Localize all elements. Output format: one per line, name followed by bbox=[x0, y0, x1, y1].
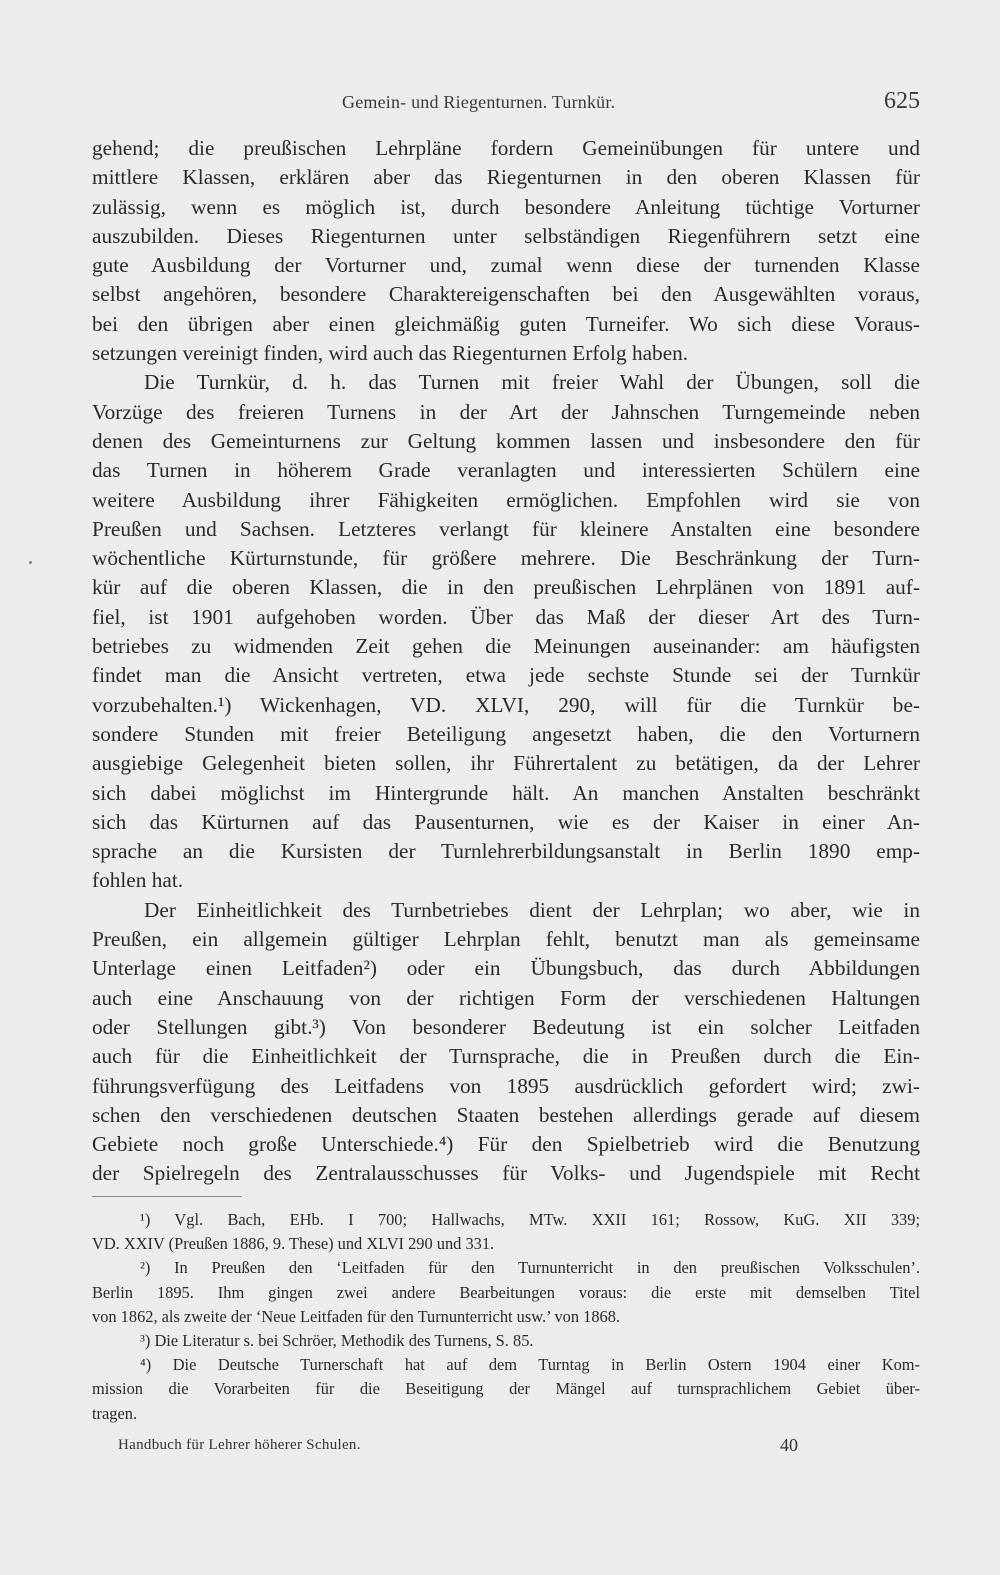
page-header bbox=[92, 88, 920, 118]
text-line: auch eine Anschauung von der richtigen Form der verschiedenen Haltungen bbox=[92, 985, 920, 1010]
text-line: mittlere Klassen, erklären aber das Riegenturnen in den oberen Klassen für bbox=[92, 165, 920, 190]
text-line: fiel, ist 1901 aufgehoben worden. Über das Maß der dieser Art des Turn- bbox=[92, 604, 920, 629]
footnote-line: tragen. bbox=[92, 1403, 138, 1423]
text-line: der Spielregeln des Zentralausschusses für Volks- und Jugendspiele mit Recht bbox=[92, 1161, 920, 1186]
text-line: sprache an die Kursisten der Turnlehrerbildungsanstalt in Berlin 1890 emp- bbox=[92, 839, 920, 864]
text-line: sich dabei möglichst im Hintergrunde hält. An manchen Anstalten beschränkt bbox=[92, 780, 920, 805]
text-line: das Turnen in höherem Grade veranlagten und interessierten Schülern eine bbox=[92, 458, 920, 483]
text-line: sondere Stunden mit freier Beteiligung angesetzt haben, die den Vorturnern bbox=[92, 721, 920, 746]
footnote-line: von 1862, als zweite der ‘Neue Leitfaden für den Turnunterricht usw.’ von 1868. bbox=[92, 1306, 621, 1326]
text-line: oder Stellungen gibt.³) Von besonderer Bedeutung ist ein solcher Leitfaden bbox=[92, 1014, 920, 1039]
text-line: denen des Gemeinturnens zur Geltung kommen lassen und insbesondere den für bbox=[92, 428, 920, 453]
footnote-line: ⁴) Die Deutsche Turnerschaft hat auf dem Turntag in Berlin Ostern 1904 einer Kom- bbox=[140, 1355, 920, 1375]
text-line: bei den übrigen aber einen gleichmäßig guten Turneifer. Wo sich diese Voraus- bbox=[92, 311, 920, 336]
text-line: sich das Kürturnen auf das Pausenturnen, wie es der Kaiser in einer An- bbox=[92, 809, 920, 834]
text-line: Vorzüge des freieren Turnens in der Art der Jahnschen Turngemeinde neben bbox=[92, 399, 920, 424]
text-line: Die Turnkür, d. h. das Turnen mit freier Wahl der Übungen, soll die bbox=[144, 370, 920, 395]
text-line: fohlen hat. bbox=[92, 868, 184, 893]
text-line: ausgiebige Gelegenheit bieten sollen, ihr Führertalent zu betätigen, da der Lehrer bbox=[92, 751, 920, 776]
text-line: betriebes zu widmenden Zeit gehen die Meinungen auseinander: am häufigsten bbox=[92, 634, 920, 659]
running-title: Gemein- und Riegenturnen. Turnkür. bbox=[342, 92, 616, 112]
text-line: auch für die Einheitlichkeit der Turnsprache, die in Preußen durch die Ein- bbox=[92, 1044, 920, 1069]
footnote-rule bbox=[92, 1196, 242, 1197]
paper-speck bbox=[29, 561, 32, 564]
footnotes bbox=[92, 1208, 920, 1426]
text-line: gute Ausbildung der Vorturner und, zumal wenn diese der turnenden Klasse bbox=[92, 253, 920, 278]
text-line: selbst angehören, besondere Charaktereigenschaften bei den Ausgewählten voraus, bbox=[92, 282, 920, 307]
text-line: Gebiete noch große Unterschiede.⁴) Für den Spielbetrieb wird die Benutzung bbox=[92, 1132, 920, 1157]
text-line: gehend; die preußischen Lehrpläne fordern Gemeinübungen für untere und bbox=[92, 136, 920, 160]
text-line: führungsverfügung des Leitfadens von 1895 ausdrücklich gefordert wird; zwi- bbox=[92, 1073, 920, 1098]
signature-text: Handbuch für Lehrer höherer Schulen. bbox=[118, 1437, 361, 1453]
footnote-line: mission die Vorarbeiten für die Beseitigung der Mängel auf turnsprachlichem Gebiet über- bbox=[92, 1379, 920, 1399]
text-line: Der Einheitlichkeit des Turnbetriebes dient der Lehrplan; wo aber, wie in bbox=[144, 897, 920, 922]
text-line: setzungen vereinigt finden, wird auch das Riegenturnen Erfolg haben. bbox=[92, 341, 689, 366]
text-line: kür auf die oberen Klassen, die in den preußischen Lehrplänen von 1891 auf- bbox=[92, 575, 920, 600]
main-text bbox=[92, 134, 920, 1189]
text-line: vorzubehalten.¹) Wickenhagen, VD. XLVI, 290, will für die Turnkür be- bbox=[92, 692, 920, 717]
footnote-line: ³) Die Literatur s. bei Schröer, Methodik des Turnens, S. 85. bbox=[140, 1330, 534, 1350]
footnote-line: ²) In Preußen den ‘Leitfaden für den Turnunterricht in den preußischen Volksschulen’. bbox=[140, 1258, 920, 1278]
text-line: auszubilden. Dieses Riegenturnen unter selbständigen Riegenführern setzt eine bbox=[92, 223, 920, 248]
footnote-line: VD. XXIV (Preußen 1886, 9. These) und XLVI 290 und 331. bbox=[92, 1234, 495, 1254]
text-line: Preußen, ein allgemein gültiger Lehrplan fehlt, benutzt man als gemeinsame bbox=[92, 927, 920, 952]
text-line: Unterlage einen Leitfaden²) oder ein Übungsbuch, das durch Abbildungen bbox=[92, 956, 920, 981]
text-line: schen den verschiedenen deutschen Staaten bestehen allerdings gerade auf diesem bbox=[92, 1102, 920, 1127]
text-line: wöchentliche Kürturnstunde, für größere mehrere. Die Beschränkung der Turn- bbox=[92, 546, 920, 571]
text-line: weitere Ausbildung ihrer Fähigkeiten ermöglichen. Empfohlen wird sie von bbox=[92, 487, 920, 512]
page-number: 625 bbox=[884, 88, 920, 114]
footnote-line: Berlin 1895. Ihm gingen zwei andere Bearbeitungen voraus: die erste mit demselben Titel bbox=[92, 1282, 920, 1302]
signature-number: 40 bbox=[780, 1435, 798, 1455]
text-line: zulässig, wenn es möglich ist, durch besondere Anleitung tüchtige Vorturner bbox=[92, 194, 920, 219]
signature-line bbox=[118, 1435, 920, 1459]
text-line: Preußen und Sachsen. Letzteres verlangt für kleinere Anstalten eine besondere bbox=[92, 516, 920, 541]
text-line: findet man die Ansicht vertreten, etwa jede sechste Stunde sei der Turnkür bbox=[92, 663, 920, 688]
footnote-line: ¹) Vgl. Bach, EHb. I 700; Hallwachs, MTw. XXII 161; Rossow, KuG. XII 339; bbox=[140, 1210, 920, 1229]
